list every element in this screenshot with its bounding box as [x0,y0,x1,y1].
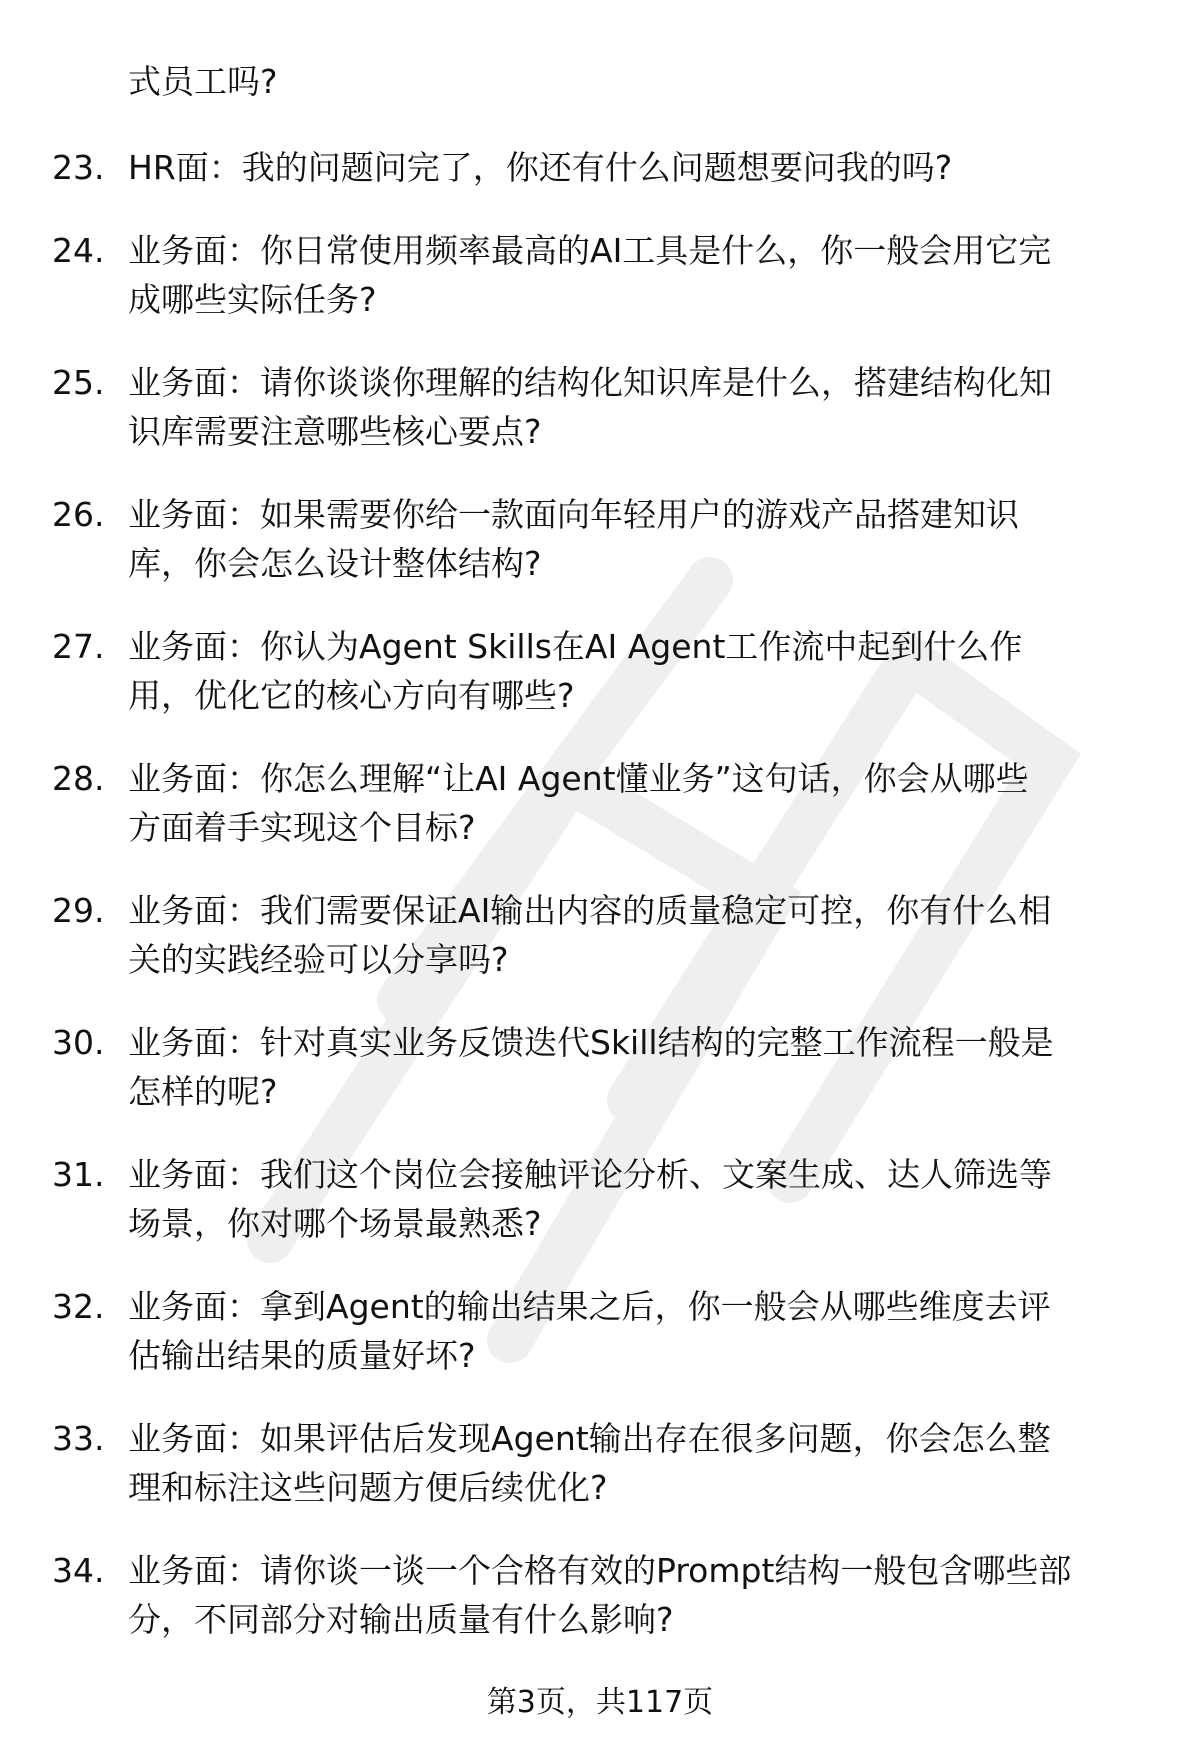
question-number: 34. [52,1551,105,1590]
question-number: 25. [52,363,105,402]
question-number: 30. [52,1023,105,1062]
question-line: HR面：我的问题问完了，你还有什么问题想要问我的吗? [128,148,953,187]
question-item [0,490,1200,588]
question-item [0,622,1200,720]
question-number: 29. [52,891,105,930]
question-line: 业务面：你日常使用频率最高的AI工具是什么，你一般会用它完 [128,231,1052,270]
question-text [128,1282,1158,1380]
question-item [0,886,1200,984]
question-text [128,1546,1158,1644]
question-item [0,1546,1200,1644]
question-text [128,1150,1158,1248]
question-item [0,1282,1200,1380]
page-footer: 第3页，共117页 [486,1685,714,1720]
question-line: 场景，你对哪个场景最熟悉? [128,1204,542,1243]
question-list [0,143,1200,1678]
question-line: 业务面：如果评估后发现Agent输出存在很多问题，你会怎么整 [128,1419,1051,1458]
question-item [0,1018,1200,1116]
question-number: 32. [52,1287,105,1326]
question-number: 28. [52,759,105,798]
question-text [128,754,1158,852]
question-line: 识库需要注意哪些核心要点? [128,412,542,451]
question-text [128,622,1158,720]
continued-question-text: 式员工吗? [128,62,278,101]
question-line: 业务面：拿到Agent的输出结果之后，你一般会从哪些维度去评 [128,1287,1051,1326]
question-line: 用，优化它的核心方向有哪些? [128,676,575,715]
question-text [128,490,1158,588]
question-number: 33. [52,1419,105,1458]
question-item [0,143,1200,192]
question-line: 怎样的呢? [128,1072,278,1111]
question-number: 27. [52,627,105,666]
question-line: 业务面：请你谈一谈一个合格有效的Prompt结构一般包含哪些部 [128,1551,1072,1590]
question-item [0,754,1200,852]
question-line: 理和标注这些问题方便后续优化? [128,1468,608,1507]
question-line: 方面着手实现这个目标? [128,808,476,847]
question-text [128,358,1158,456]
question-line: 关的实践经验可以分享吗? [128,940,509,979]
question-number: 31. [52,1155,105,1194]
question-line: 估输出结果的质量好坏? [128,1336,476,1375]
question-text [128,226,1158,324]
question-line: 业务面：我们需要保证AI输出内容的质量稳定可控，你有什么相 [128,891,1052,930]
question-number: 23. [52,148,105,187]
question-line: 业务面：如果需要你给一款面向年轻用户的游戏产品搭建知识 [128,495,1019,534]
question-line: 业务面：我们这个岗位会接触评论分析、文案生成、达人筛选等 [128,1155,1052,1194]
question-line: 业务面：你怎么理解“让AI Agent懂业务”这句话，你会从哪些 [128,759,1029,798]
question-item [0,358,1200,456]
question-line: 业务面：针对真实业务反馈迭代Skill结构的完整工作流程一般是 [128,1023,1054,1062]
question-line: 成哪些实际任务? [128,280,377,319]
question-text [128,1018,1158,1116]
question-number: 26. [52,495,105,534]
question-line: 库，你会怎么设计整体结构? [128,544,542,583]
question-number: 24. [52,231,105,270]
question-text [128,143,1158,192]
question-text [128,886,1158,984]
question-line: 分，不同部分对输出质量有什么影响? [128,1600,674,1639]
question-text [128,1414,1158,1512]
question-item [0,226,1200,324]
question-item [0,1414,1200,1512]
question-line: 业务面：你认为Agent Skills在AI Agent工作流中起到什么作 [128,627,1023,666]
question-item [0,1150,1200,1248]
question-line: 业务面：请你谈谈你理解的结构化知识库是什么，搭建结构化知 [128,363,1052,402]
